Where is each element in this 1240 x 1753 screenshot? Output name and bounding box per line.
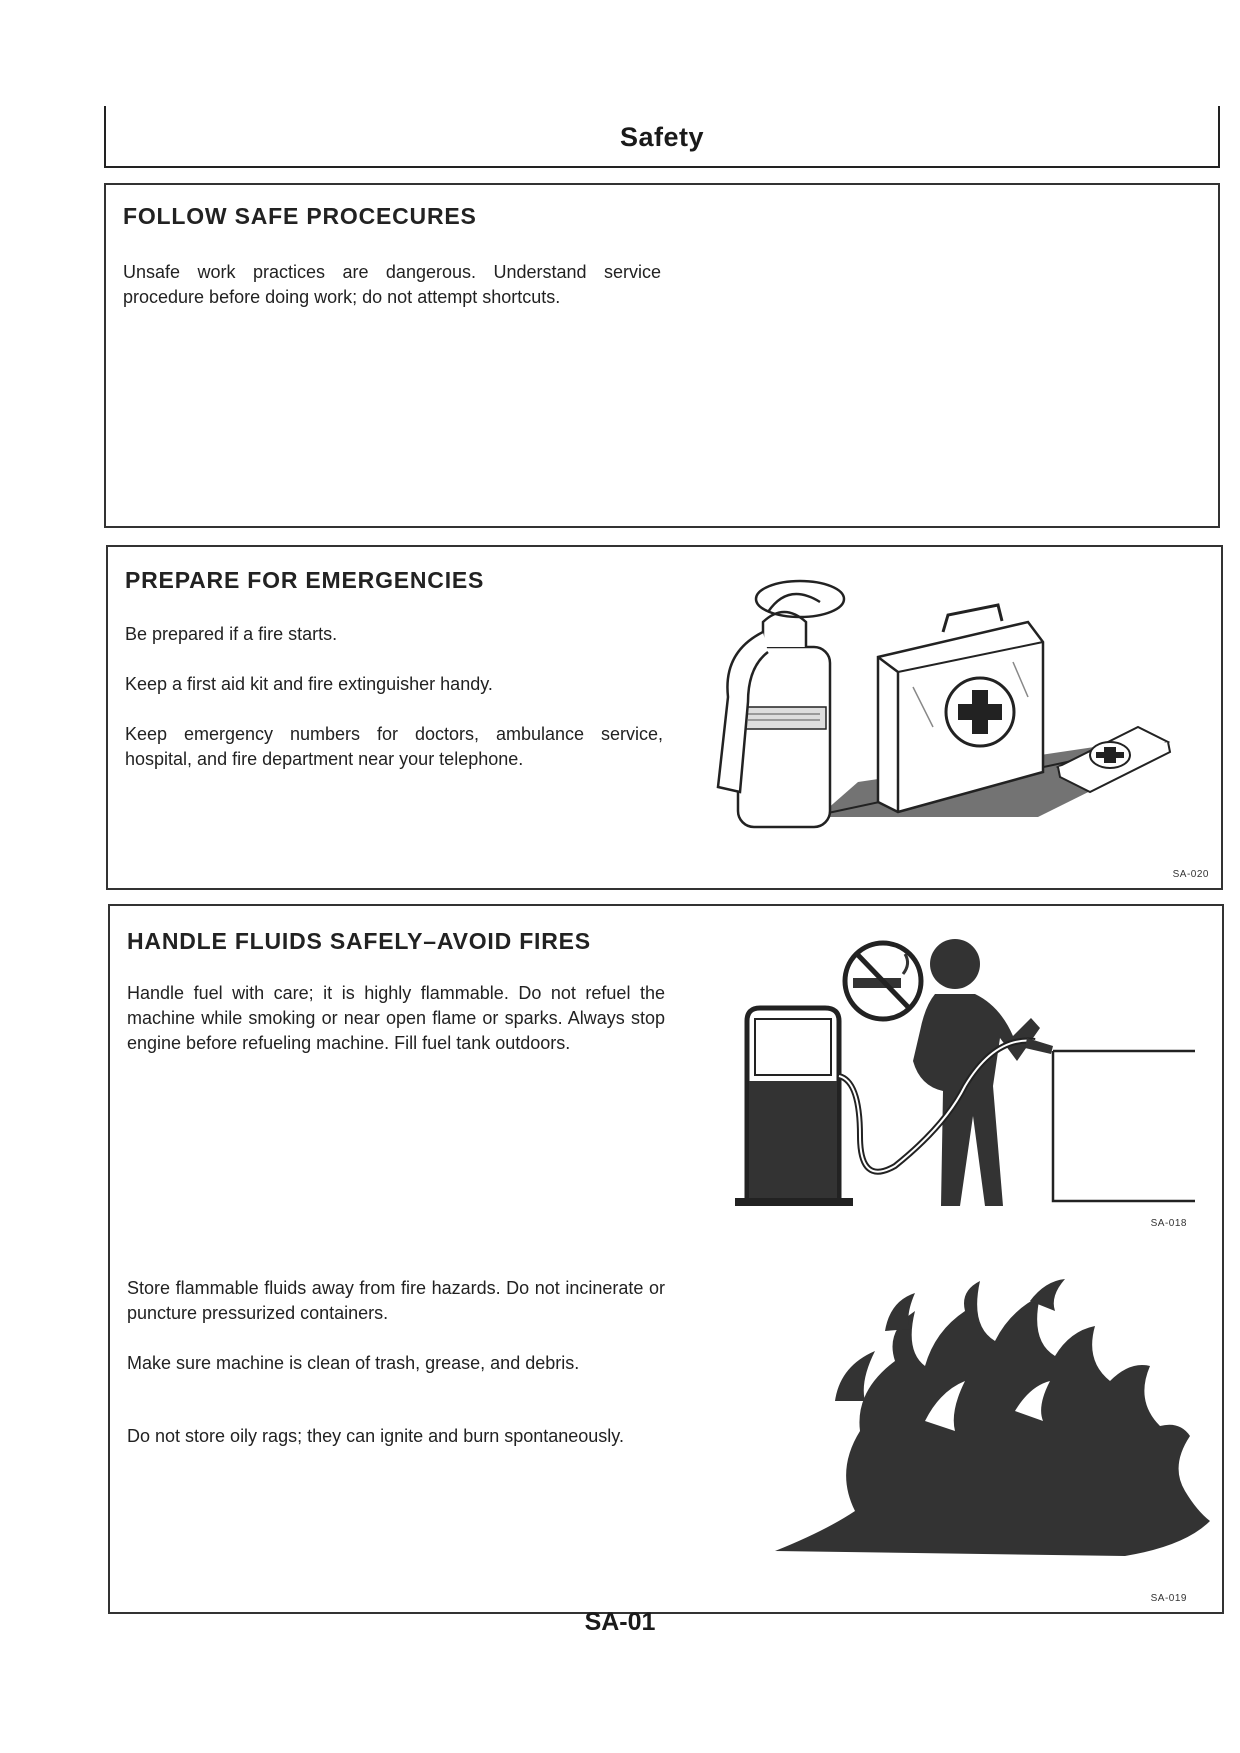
- page-header: [104, 106, 1220, 168]
- section-handle-fluids-safely: [108, 904, 1224, 1614]
- section-paragraph: Be prepared if a fire starts.: [125, 624, 338, 644]
- page-number: SA-01: [584, 1608, 656, 1636]
- section-prepare-for-emergencies: [106, 545, 1223, 890]
- section-title: PREPARE FOR EMERGENCIES: [125, 567, 485, 593]
- section-paragraph: Keep a first aid kit and fire extinguisher handy.: [125, 674, 493, 694]
- figure-code: SA-019: [1150, 1593, 1187, 1604]
- fire-extinguisher-and-first-aid-kit-icon: [708, 577, 1198, 842]
- section-paragraph: Store flammable fluids away from fire hazards. Do not incinerate or puncture pressurized containers.: [127, 1278, 665, 1323]
- section-paragraph: Keep emergency numbers for doctors, ambulance service, hospital, and fire department near your telephone.: [125, 724, 663, 769]
- figure-code: SA-020: [1172, 869, 1209, 880]
- figure-code: SA-018: [1150, 1218, 1187, 1229]
- section-paragraph: Handle fuel with care; it is highly flammable. Do not refuel the machine while smoking or near open flame or sparks. Always stop engine before refueling machine. Fill fuel tank outdoors.: [127, 983, 665, 1053]
- section-paragraph: Unsafe work practices are dangerous. Understand service procedure before doing work; do not attempt shortcuts.: [123, 262, 661, 307]
- section-paragraph: Make sure machine is clean of trash, grease, and debris.: [127, 1353, 580, 1373]
- section-follow-safe-procedures: [104, 183, 1220, 528]
- page-title: Safety: [619, 122, 705, 152]
- flames-icon: [765, 1271, 1235, 1576]
- section-paragraph: Do not store oily rags; they can ignite and burn spontaneously.: [127, 1426, 624, 1446]
- section-title: HANDLE FLUIDS SAFELY–AVOID FIRES: [127, 928, 591, 954]
- refueling-no-smoking-icon: [735, 926, 1205, 1221]
- section-title: FOLLOW SAFE PROCECURES: [123, 203, 477, 229]
